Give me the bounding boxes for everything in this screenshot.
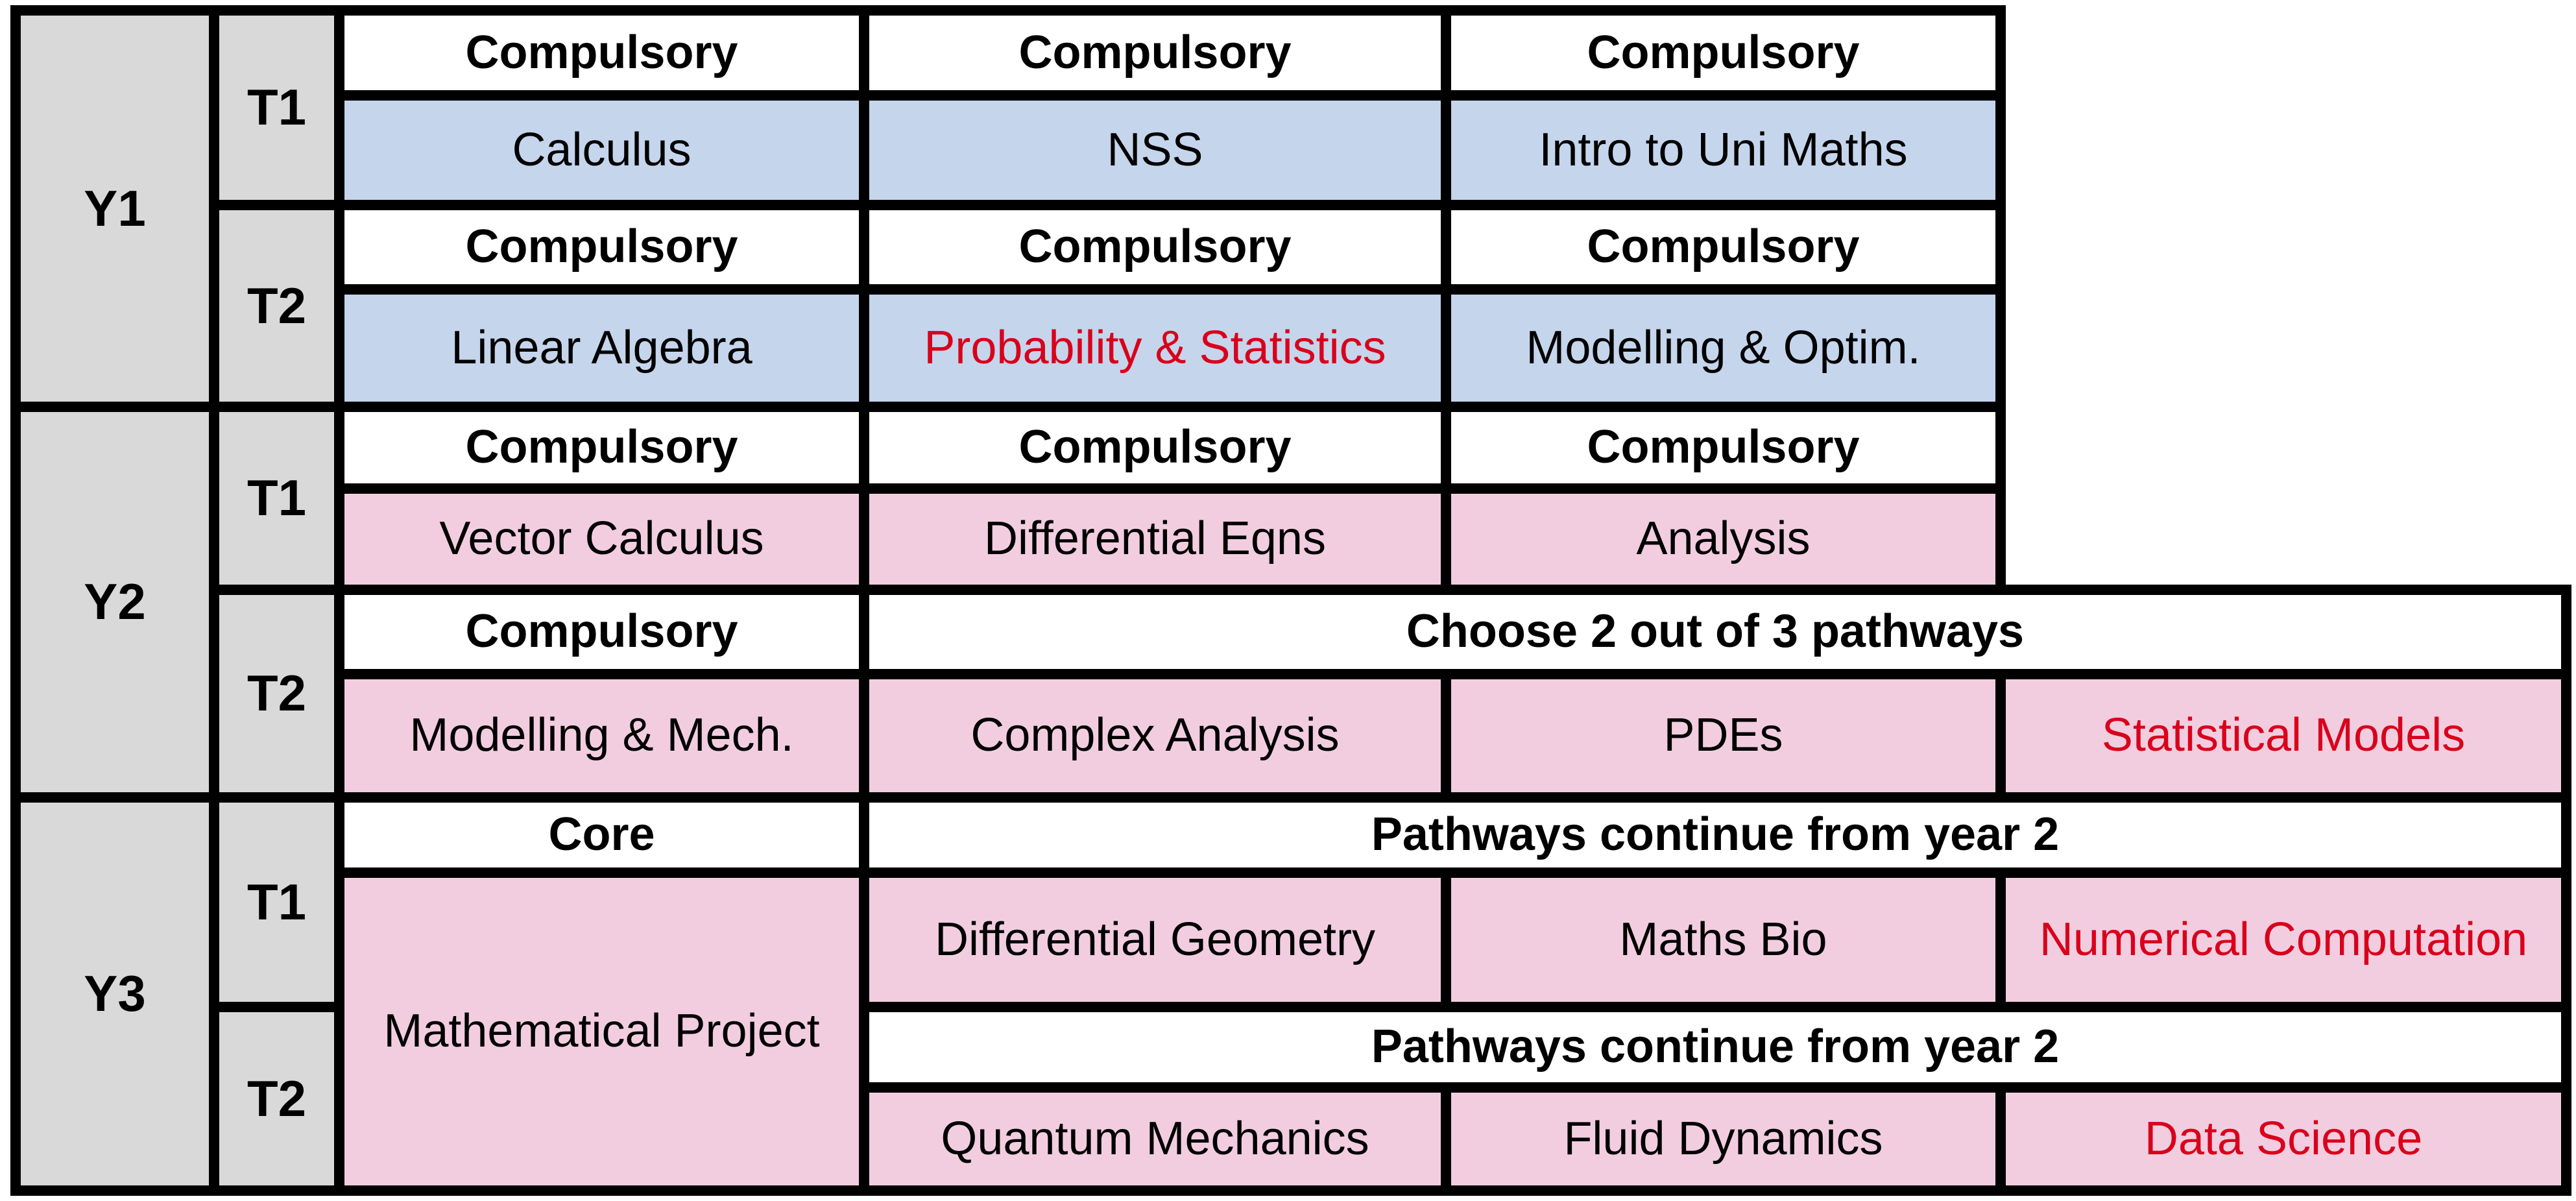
y2-t1-module-differential-eqns: Differential Eqns	[859, 483, 1451, 595]
y3-t2-module-data-science: Data Science	[1995, 1082, 2571, 1196]
y1-t2-module-probability-statistics: Probability & Statistics	[859, 284, 1451, 412]
year-label-y3: Y3	[10, 792, 219, 1196]
y2-t1-module-vector-calculus: Vector Calculus	[334, 483, 869, 595]
y1-t1-module-nss: NSS	[859, 90, 1451, 210]
y2-t2-module-complex-analysis: Complex Analysis	[859, 669, 1451, 803]
y1-t2-header-2: Compulsory	[859, 200, 1451, 295]
y2-t2-module-pdes: PDEs	[1441, 669, 2006, 803]
y3-t2-module-fluid-dynamics: Fluid Dynamics	[1441, 1082, 2006, 1196]
y3-core-header: Core	[334, 792, 869, 878]
y1-t1-module-calculus: Calculus	[334, 90, 869, 210]
year-label-y1: Y1	[10, 5, 219, 412]
y3-t2-header-pathways: Pathways continue from year 2	[859, 1002, 2571, 1093]
term-label-y1-t1: T1	[209, 5, 344, 210]
y1-t2-header-3: Compulsory	[1441, 200, 2006, 295]
y3-core-module-mathematical-project: Mathematical Project	[334, 867, 869, 1196]
term-label-y1-t2: T2	[209, 200, 344, 412]
y1-t2-module-modelling-optim: Modelling & Optim.	[1441, 284, 2006, 412]
y2-t1-header-3: Compulsory	[1441, 402, 2006, 494]
y3-t1-module-maths-bio: Maths Bio	[1441, 867, 2006, 1012]
y3-t1-header-pathways: Pathways continue from year 2	[859, 792, 2571, 878]
y2-t2-header-pathways: Choose 2 out of 3 pathways	[859, 585, 2571, 679]
y1-t1-module-intro-uni-maths: Intro to Uni Maths	[1441, 90, 2006, 210]
y1-t1-header-1: Compulsory	[334, 5, 869, 101]
y3-t1-module-numerical-computation: Numerical Computation	[1995, 867, 2571, 1012]
y2-t1-header-1: Compulsory	[334, 402, 869, 494]
y2-t1-module-analysis: Analysis	[1441, 483, 2006, 595]
y2-t1-header-2: Compulsory	[859, 402, 1451, 494]
term-label-y2-t1: T1	[209, 402, 344, 595]
y1-t1-header-3: Compulsory	[1441, 5, 2006, 101]
y1-t1-header-2: Compulsory	[859, 5, 1451, 101]
y2-t2-module-statistical-models: Statistical Models	[1995, 669, 2571, 803]
y3-t2-module-quantum-mechanics: Quantum Mechanics	[859, 1082, 1451, 1196]
y1-t2-module-linear-algebra: Linear Algebra	[334, 284, 869, 412]
year-label-y2: Y2	[10, 402, 219, 803]
y3-t1-module-differential-geometry: Differential Geometry	[859, 867, 1451, 1012]
y2-t2-header-compulsory: Compulsory	[334, 585, 869, 679]
y1-t2-header-1: Compulsory	[334, 200, 869, 295]
y2-t2-module-modelling-mech: Modelling & Mech.	[334, 669, 869, 803]
term-label-y2-t2: T2	[209, 585, 344, 803]
term-label-y3-t1: T1	[209, 792, 344, 1012]
term-label-y3-t2: T2	[209, 1002, 344, 1196]
